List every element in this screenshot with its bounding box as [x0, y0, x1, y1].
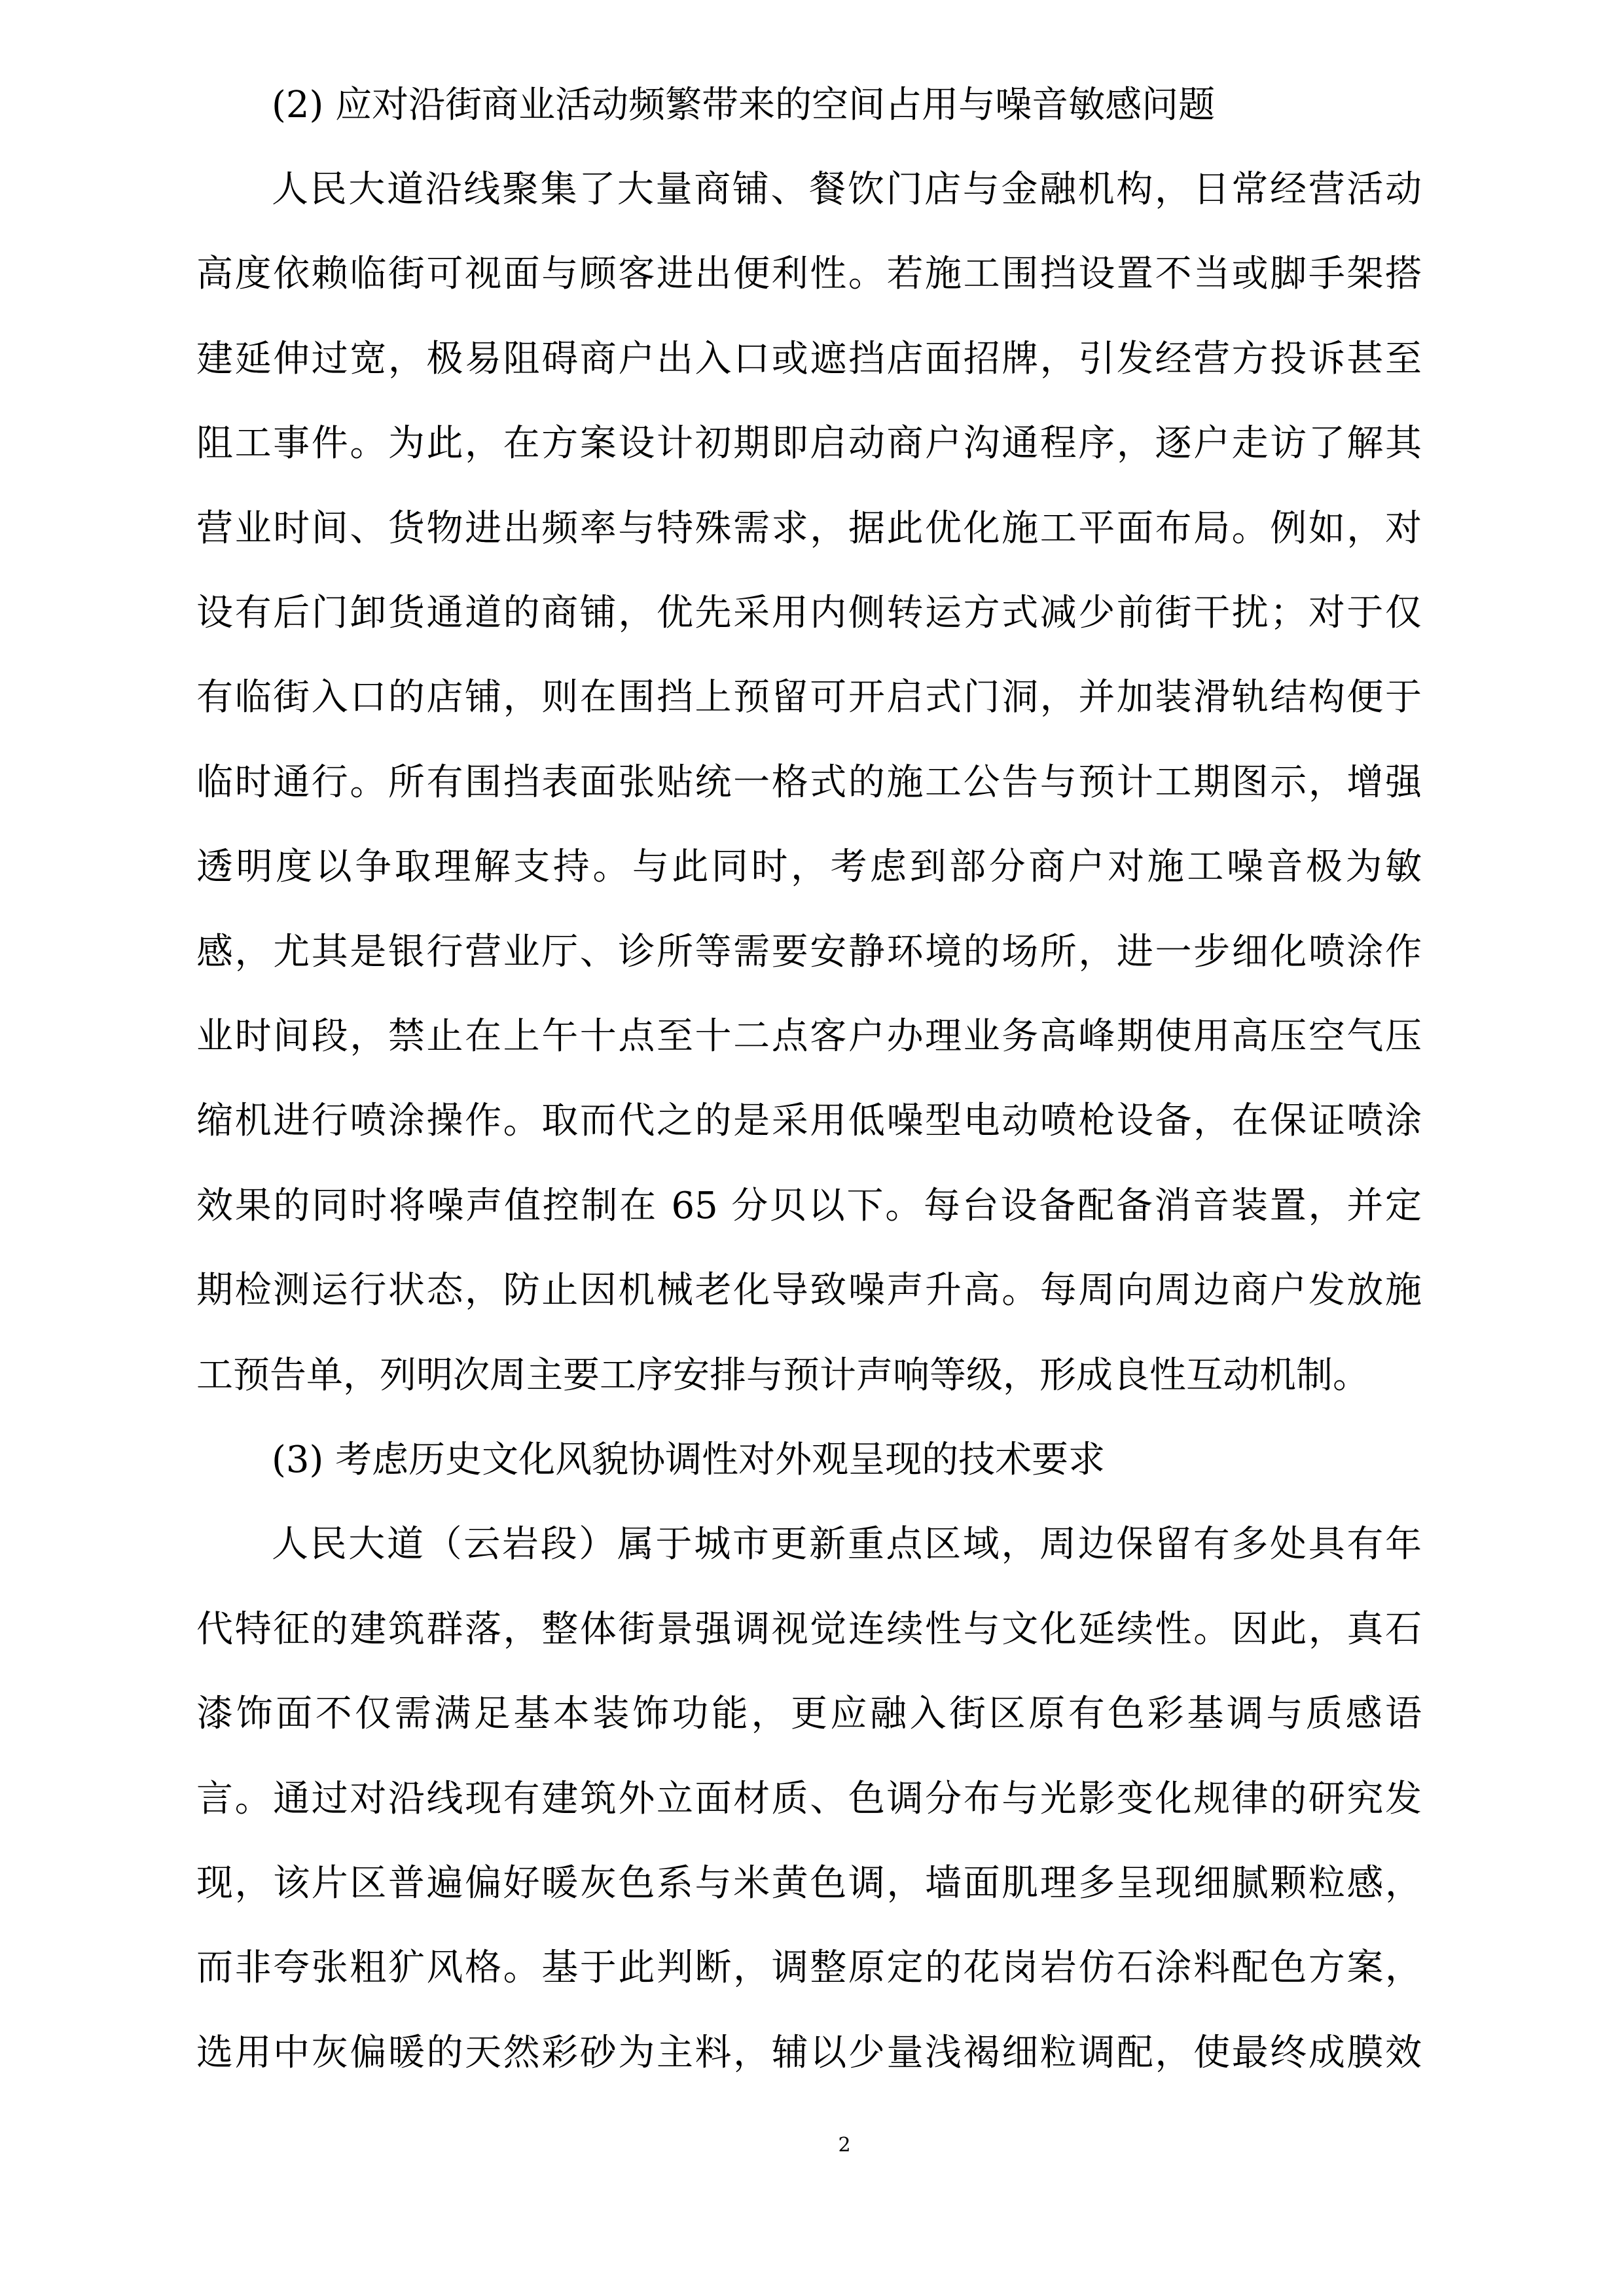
paragraph-line: 业时间段，禁止在上午十点至十二点客户办理业务高峰期使用高压空气压: [196, 1014, 1422, 1058]
paragraph-line: 营业时间、货物进出频率与特殊需求，据此优化施工平面布局。例如，对: [196, 507, 1422, 550]
paragraph-line: 而非夸张粗犷风格。基于此判断，调整原定的花岗岩仿石涂料配色方案，: [196, 1946, 1422, 1990]
paragraph-line: 人民大道沿线聚集了大量商铺、餐饮门店与金融机构，日常经营活动: [272, 168, 1422, 211]
paragraph-line: 感，尤其是银行营业厅、诊所等需要安静环境的场所，进一步细化喷涂作: [196, 930, 1422, 973]
section-heading: (2) 应对沿街商业活动频繁带来的空间占用与噪音敏感问题: [272, 83, 1216, 126]
paragraph-line: 现，该片区普遍偏好暖灰色系与米黄色调，墙面肌理多呈现细腻颗粒感，: [196, 1861, 1422, 1905]
paragraph-line: 漆饰面不仅需满足基本装饰功能，更应融入街区原有色彩基调与质感语: [196, 1693, 1422, 1736]
paragraph-line: 高度依赖临街可视面与顾客进出便利性。若施工围挡设置不当或脚手架搭: [196, 253, 1422, 296]
paragraph-line: 临时通行。所有围挡表面张贴统一格式的施工公告与预计工期图示，增强: [196, 761, 1422, 804]
paragraph-line: 言。通过对沿线现有建筑外立面材质、色调分布与光影变化规律的研究发: [196, 1777, 1422, 1820]
paragraph-line: 缩机进行喷涂操作。取而代之的是采用低噪型电动喷枪设备，在保证喷涂: [196, 1100, 1422, 1143]
paragraph-line: 阻工事件。为此，在方案设计初期即启动商户沟通程序，逐户走访了解其: [196, 422, 1422, 465]
paragraph-line: 建延伸过宽，极易阻碍商户出入口或遮挡店面招牌，引发经营方投诉甚至: [196, 337, 1422, 380]
paragraph-line: 代特征的建筑群落，整体街景强调视觉连续性与文化延续性。因此，真石: [196, 1607, 1422, 1651]
paragraph-line: 期检测运行状态，防止因机械老化导致噪声升高。每周向周边商户发放施: [196, 1269, 1422, 1312]
paragraph-line: 透明度以争取理解支持。与此同时，考虑到部分商户对施工噪音极为敏: [196, 846, 1422, 889]
paragraph-line: 选用中灰偏暖的天然彩砂为主料，辅以少量浅褐细粒调配，使最终成膜效: [196, 2031, 1422, 2074]
paragraph-line: 有临街入口的店铺，则在围挡上预留可开启式门洞，并加装滑轨结构便于: [196, 676, 1422, 719]
paragraph-line: 效果的同时将噪声值控制在 65 分贝以下。每台设备配备消音装置，并定: [196, 1184, 1422, 1227]
page-number: 2: [838, 2134, 851, 2157]
paragraph-line: 人民大道（云岩段）属于城市更新重点区域，周边保留有多处具有年: [272, 1523, 1422, 1566]
section-heading: (3) 考虑历史文化风貌协调性对外观呈现的技术要求: [272, 1438, 1106, 1481]
paragraph-line: 设有后门卸货通道的商铺，优先采用内侧转运方式减少前街干扰；对于仅: [196, 591, 1422, 634]
paragraph-line: 工预告单，列明次周主要工序安排与预计声响等级，形成良性互动机制。: [196, 1354, 1369, 1397]
